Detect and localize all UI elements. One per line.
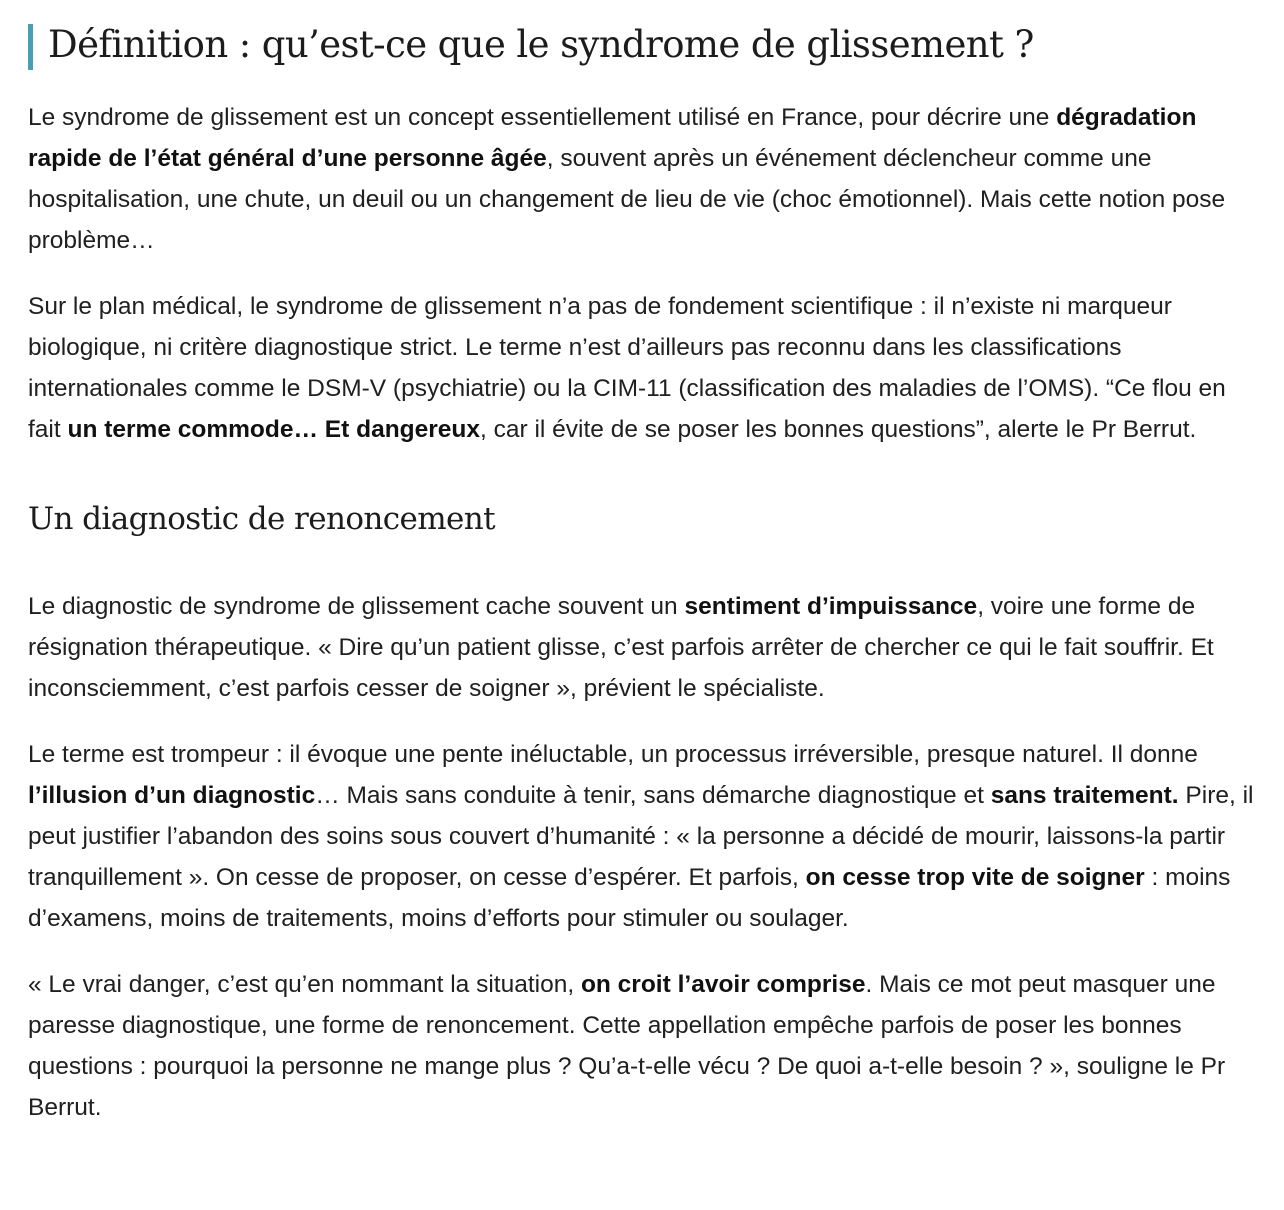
paragraph-text: Le diagnostic de syndrome de glissement cache souvent un xyxy=(28,593,685,620)
paragraph-emphasis: l’illusion d’un diagnostic xyxy=(28,782,316,809)
paragraph-text: Sur le plan médical, le syndrome de glissement n’a pas de fondement scientifique : il n’existe ni marqueur biologique, ni critère diagnostique strict. Le terme n’est d’ailleurs pas reconnu dans les classifications internationales comme le DSM-V (psychiatrie) ou la CIM-11 (classification des maladies de l’OMS). “Ce flou en fait xyxy=(28,293,1226,443)
paragraph-helplessness xyxy=(28,586,1260,709)
paragraph-text: … Mais sans conduite à tenir, sans démarche diagnostique et xyxy=(315,782,991,809)
paragraph-definition xyxy=(28,97,1260,261)
section-heading xyxy=(28,17,1260,73)
paragraph-text: Le terme est trompeur : il évoque une pente inéluctable, un processus irréversible, presque naturel. Il donne xyxy=(28,741,1198,768)
paragraph-emphasis: un terme commode… Et dangereux xyxy=(67,416,481,443)
paragraph-text: Pire, il peut justifier l’abandon des soins sous couvert d’humanité : « la personne a décidé de mourir, laissons-la partir tranquillement ». On cesse de proposer, on cesse d’espérer. Et parfois, xyxy=(28,782,1254,891)
paragraph-medical-basis xyxy=(28,286,1260,450)
paragraph-text: Le syndrome de glissement est un concept essentiellement utilisé en France, pour décrire une xyxy=(28,104,1057,131)
paragraph-text: . Mais ce mot peut masquer une paresse diagnostique, une forme de renoncement. Cette appellation empêche parfois de poser les bonnes questions : pourquoi la personne ne mange plus ? Qu’a-t-elle vécu ? De quoi a-t-elle besoin ? », souligne le Pr Berrut. xyxy=(28,971,1226,1121)
paragraph-text: : moins d’examens, moins de traitements, moins d’efforts pour stimuler ou soulager. xyxy=(28,864,1231,932)
paragraph-emphasis: dégradation rapide de l’état général d’une personne âgée xyxy=(28,104,1197,172)
paragraph-emphasis: on croit l’avoir comprise xyxy=(580,971,866,998)
paragraph-emphasis: sentiment d’impuissance xyxy=(684,593,978,620)
subsection-heading: Un diagnostic de renoncement xyxy=(28,501,496,537)
paragraph-quote-danger xyxy=(28,964,1260,1128)
paragraph-text: , voire une forme de résignation thérapeutique. « Dire qu’un patient glisse, c’est parfois arrêter de chercher ce qui le fait souffrir. Et inconsciemment, c’est parfois cesser de soigner », prévient le spécialiste. xyxy=(28,593,1214,702)
paragraph-emphasis: sans traitement. xyxy=(990,782,1179,809)
paragraph-text: « Le vrai danger, c’est qu’en nommant la situation, xyxy=(28,971,581,998)
section-heading-text: Définition : qu’est-ce que le syndrome de glissement ? xyxy=(48,23,1034,66)
paragraph-misleading-term xyxy=(28,734,1260,939)
paragraph-text: , car il évite de se poser les bonnes questions”, alerte le Pr Berrut. xyxy=(480,416,1197,443)
paragraph-emphasis: on cesse trop vite de soigner xyxy=(805,864,1145,891)
heading-accent-bar xyxy=(28,24,33,70)
paragraph-text: , souvent après un événement déclencheur comme une hospitalisation, une chute, un deuil ou un changement de lieu de vie (choc émotionnel). Mais cette notion pose problème… xyxy=(28,145,1226,254)
